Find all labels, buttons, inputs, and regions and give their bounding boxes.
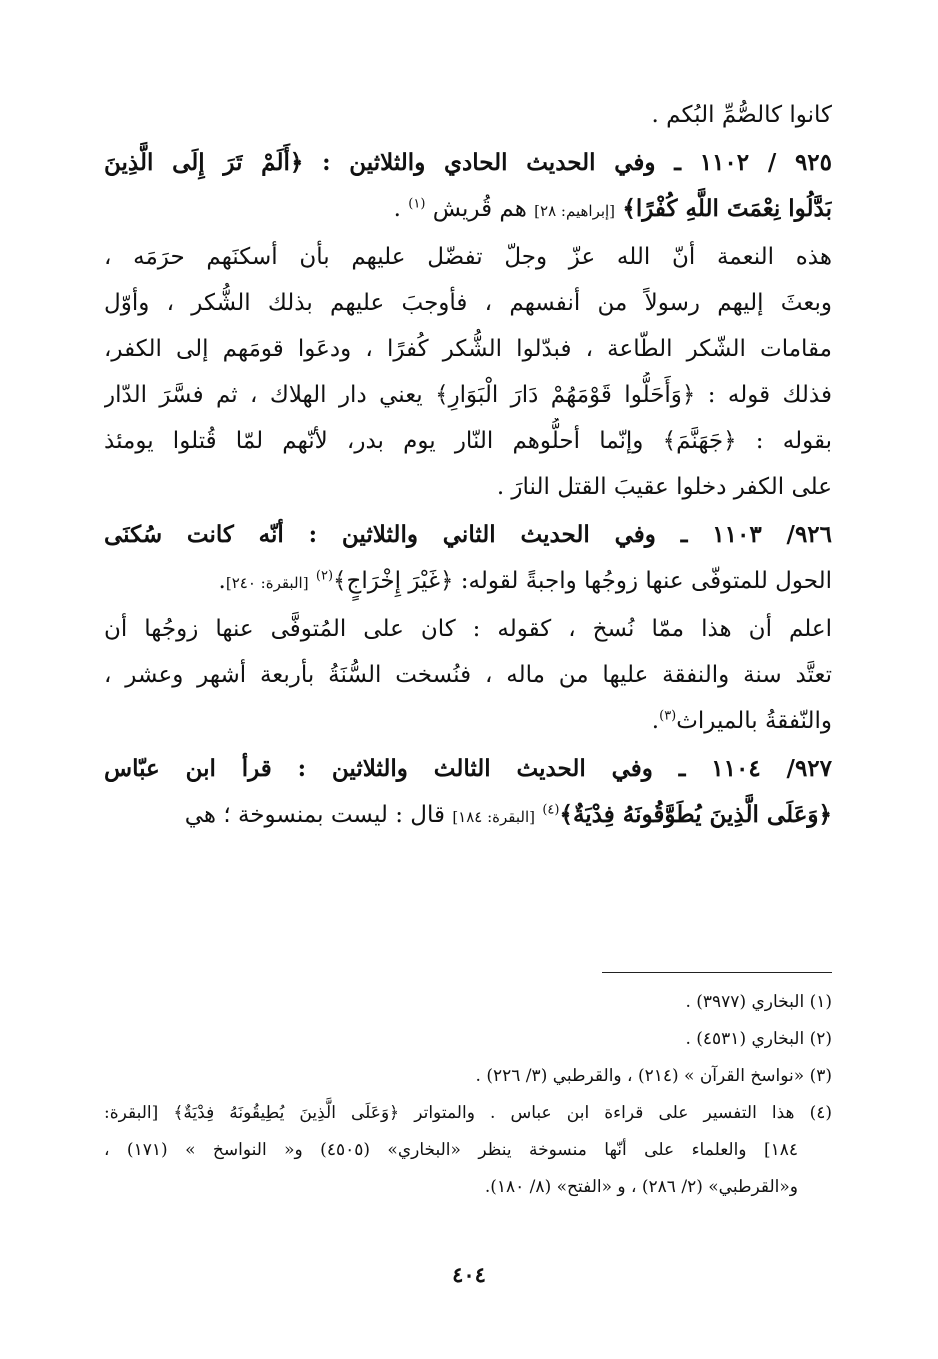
punctuation: . bbox=[218, 568, 226, 594]
footnote-marker: (٣) bbox=[659, 708, 677, 724]
text-line bbox=[104, 698, 832, 744]
footnote-marker: (٤) bbox=[542, 802, 560, 818]
text-line bbox=[104, 792, 832, 838]
footnote-marker: (١) bbox=[408, 196, 426, 212]
footnote-continuation bbox=[104, 1169, 832, 1206]
verse-reference: [إبراهيم: ٢٨] bbox=[534, 202, 616, 220]
footnote-text: ١٨٤] والعلماء على أنّها منسوخة ينظر «البخاري» (٤٥٠٥) و« النواسخ » (١٧١) ، bbox=[104, 1140, 798, 1160]
text-line bbox=[104, 280, 832, 326]
text-line bbox=[104, 372, 832, 418]
text-line bbox=[104, 418, 832, 464]
footnote bbox=[104, 1021, 832, 1058]
text-line bbox=[104, 326, 832, 372]
footnote-text: (٤) هذا التفسير على قراءة ابن عباس . والمتواتر ﴿وَعَلَى الَّذِينَ يُطِيقُونَهُ فِدْيَةٌ﴾ [البقرة: bbox=[104, 1103, 832, 1123]
footnote-separator bbox=[602, 972, 832, 973]
footnote bbox=[104, 984, 832, 1021]
text-line bbox=[104, 606, 832, 652]
line-text: ٩٢٦/ ١١٠٣ ـ وفي الحديث الثاني والثلاثين : أنّه كانت سُكنَى bbox=[104, 521, 832, 548]
footnotes bbox=[104, 984, 832, 1206]
line-text: الحول للمتوفّى عنها زوجُها واجبةً لقوله: ﴿غَيْرَ إِخْرَاجٍ﴾ bbox=[333, 568, 832, 594]
line-text: ٩٢٧/ ١١٠٤ ـ وفي الحديث الثالث والثلاثين : قرأ ابن عبّاس bbox=[104, 755, 832, 782]
line-text: هذه النعمة أنّ الله عزّ وجلّ تفضّل عليهم بأن أسكنَهم حرَمَه ، bbox=[104, 244, 832, 270]
line-text: تعتَّد سنة والنفقة عليها من ماله ، فنُسخت السُّنَةُ بأربعة أشهر وعشر ، bbox=[104, 662, 832, 688]
punctuation: . bbox=[651, 708, 660, 734]
footnote bbox=[104, 1095, 832, 1132]
footnote-continuation bbox=[104, 1132, 832, 1169]
page-number: ٤٠٤ bbox=[452, 1262, 486, 1287]
line-text: هم قُريش bbox=[432, 196, 527, 222]
line-text: على الكفر دخلوا عقيبَ القتل النارَ . bbox=[496, 474, 832, 500]
text-line bbox=[104, 652, 832, 698]
punctuation: . bbox=[393, 196, 401, 222]
hadith-heading bbox=[104, 140, 832, 186]
text-line bbox=[104, 234, 832, 280]
text-line bbox=[104, 92, 832, 138]
text-line bbox=[104, 558, 832, 604]
line-text: اعلم أن هذا ممّا نُسخ ، كقوله : كان على المُتوفَّى عنها زوجُها أن bbox=[104, 616, 832, 642]
text-line bbox=[104, 186, 832, 232]
footnote bbox=[104, 1058, 832, 1095]
footnote-marker: (٢) bbox=[315, 568, 334, 584]
quran-verse: بَدَّلُوا نِعْمَتَ اللَّهِ كُفْرًا﴾ bbox=[622, 195, 832, 222]
line-text: فذلك قوله : ﴿وَأَحَلُّوا قَوْمَهُمْ دَارَ الْبَوَارِ﴾ يعني دار الهلاك ، ثم فسَّرَ الدّار bbox=[104, 382, 832, 408]
verse-reference: [البقرة: ١٨٤] bbox=[452, 808, 536, 826]
line-text: وبعثَ إليهم رسولاً من أنفسهم ، فأوجبَ عليهم بذلك الشُّكر ، وأوّل bbox=[104, 290, 832, 316]
text-line bbox=[104, 464, 832, 510]
quran-verse: ﴿وَعَلَى الَّذِينَ يُطَوَّقُونَهُ فِدْيَةٌ﴾ bbox=[559, 801, 832, 828]
line-text: قال : ليست بمنسوخة ؛ هي bbox=[184, 802, 445, 828]
hadith-heading bbox=[104, 512, 832, 558]
line-text: ٩٢٥ / ١١٠٢ ـ وفي الحديث الحادي والثلاثين : ﴿أَلَمْ تَرَ إِلَى الَّذِينَ bbox=[104, 149, 832, 176]
page-body bbox=[104, 92, 832, 838]
footnote-text: و«القرطبي» (٢/ ٢٨٦) ، و «الفتح» (٨/ ١٨٠). bbox=[484, 1177, 798, 1197]
line-text: بقوله : ﴿جَهَنَّمَ﴾ وإنّما أحلُّوهم النّار يوم بدر، لأنّهم لمّا قُتلوا يومئذ bbox=[104, 428, 832, 454]
footnote-text: (١) البخاري (٣٩٧٧) . bbox=[685, 992, 832, 1012]
footnote-text: (٣) «نواسخ القرآن » (٢١٤) ، والقرطبي (٣/ ٢٢٦) . bbox=[475, 1066, 832, 1086]
line-text: والنّفقةُ بالميراث bbox=[676, 708, 832, 734]
footnote-text: (٢) البخاري (٤٥٣١) . bbox=[685, 1029, 832, 1049]
line-text: مقامات الشّكر الطّاعة ، فبدّلوا الشُّكر كُفرًا ، ودعَوا قومَهم إلى الكفر، bbox=[104, 336, 832, 362]
hadith-heading bbox=[104, 746, 832, 792]
line-text: كانوا كالصُّمِّ البُكم . bbox=[651, 102, 832, 128]
verse-reference: [البقرة: ٢٤٠] bbox=[225, 574, 309, 592]
